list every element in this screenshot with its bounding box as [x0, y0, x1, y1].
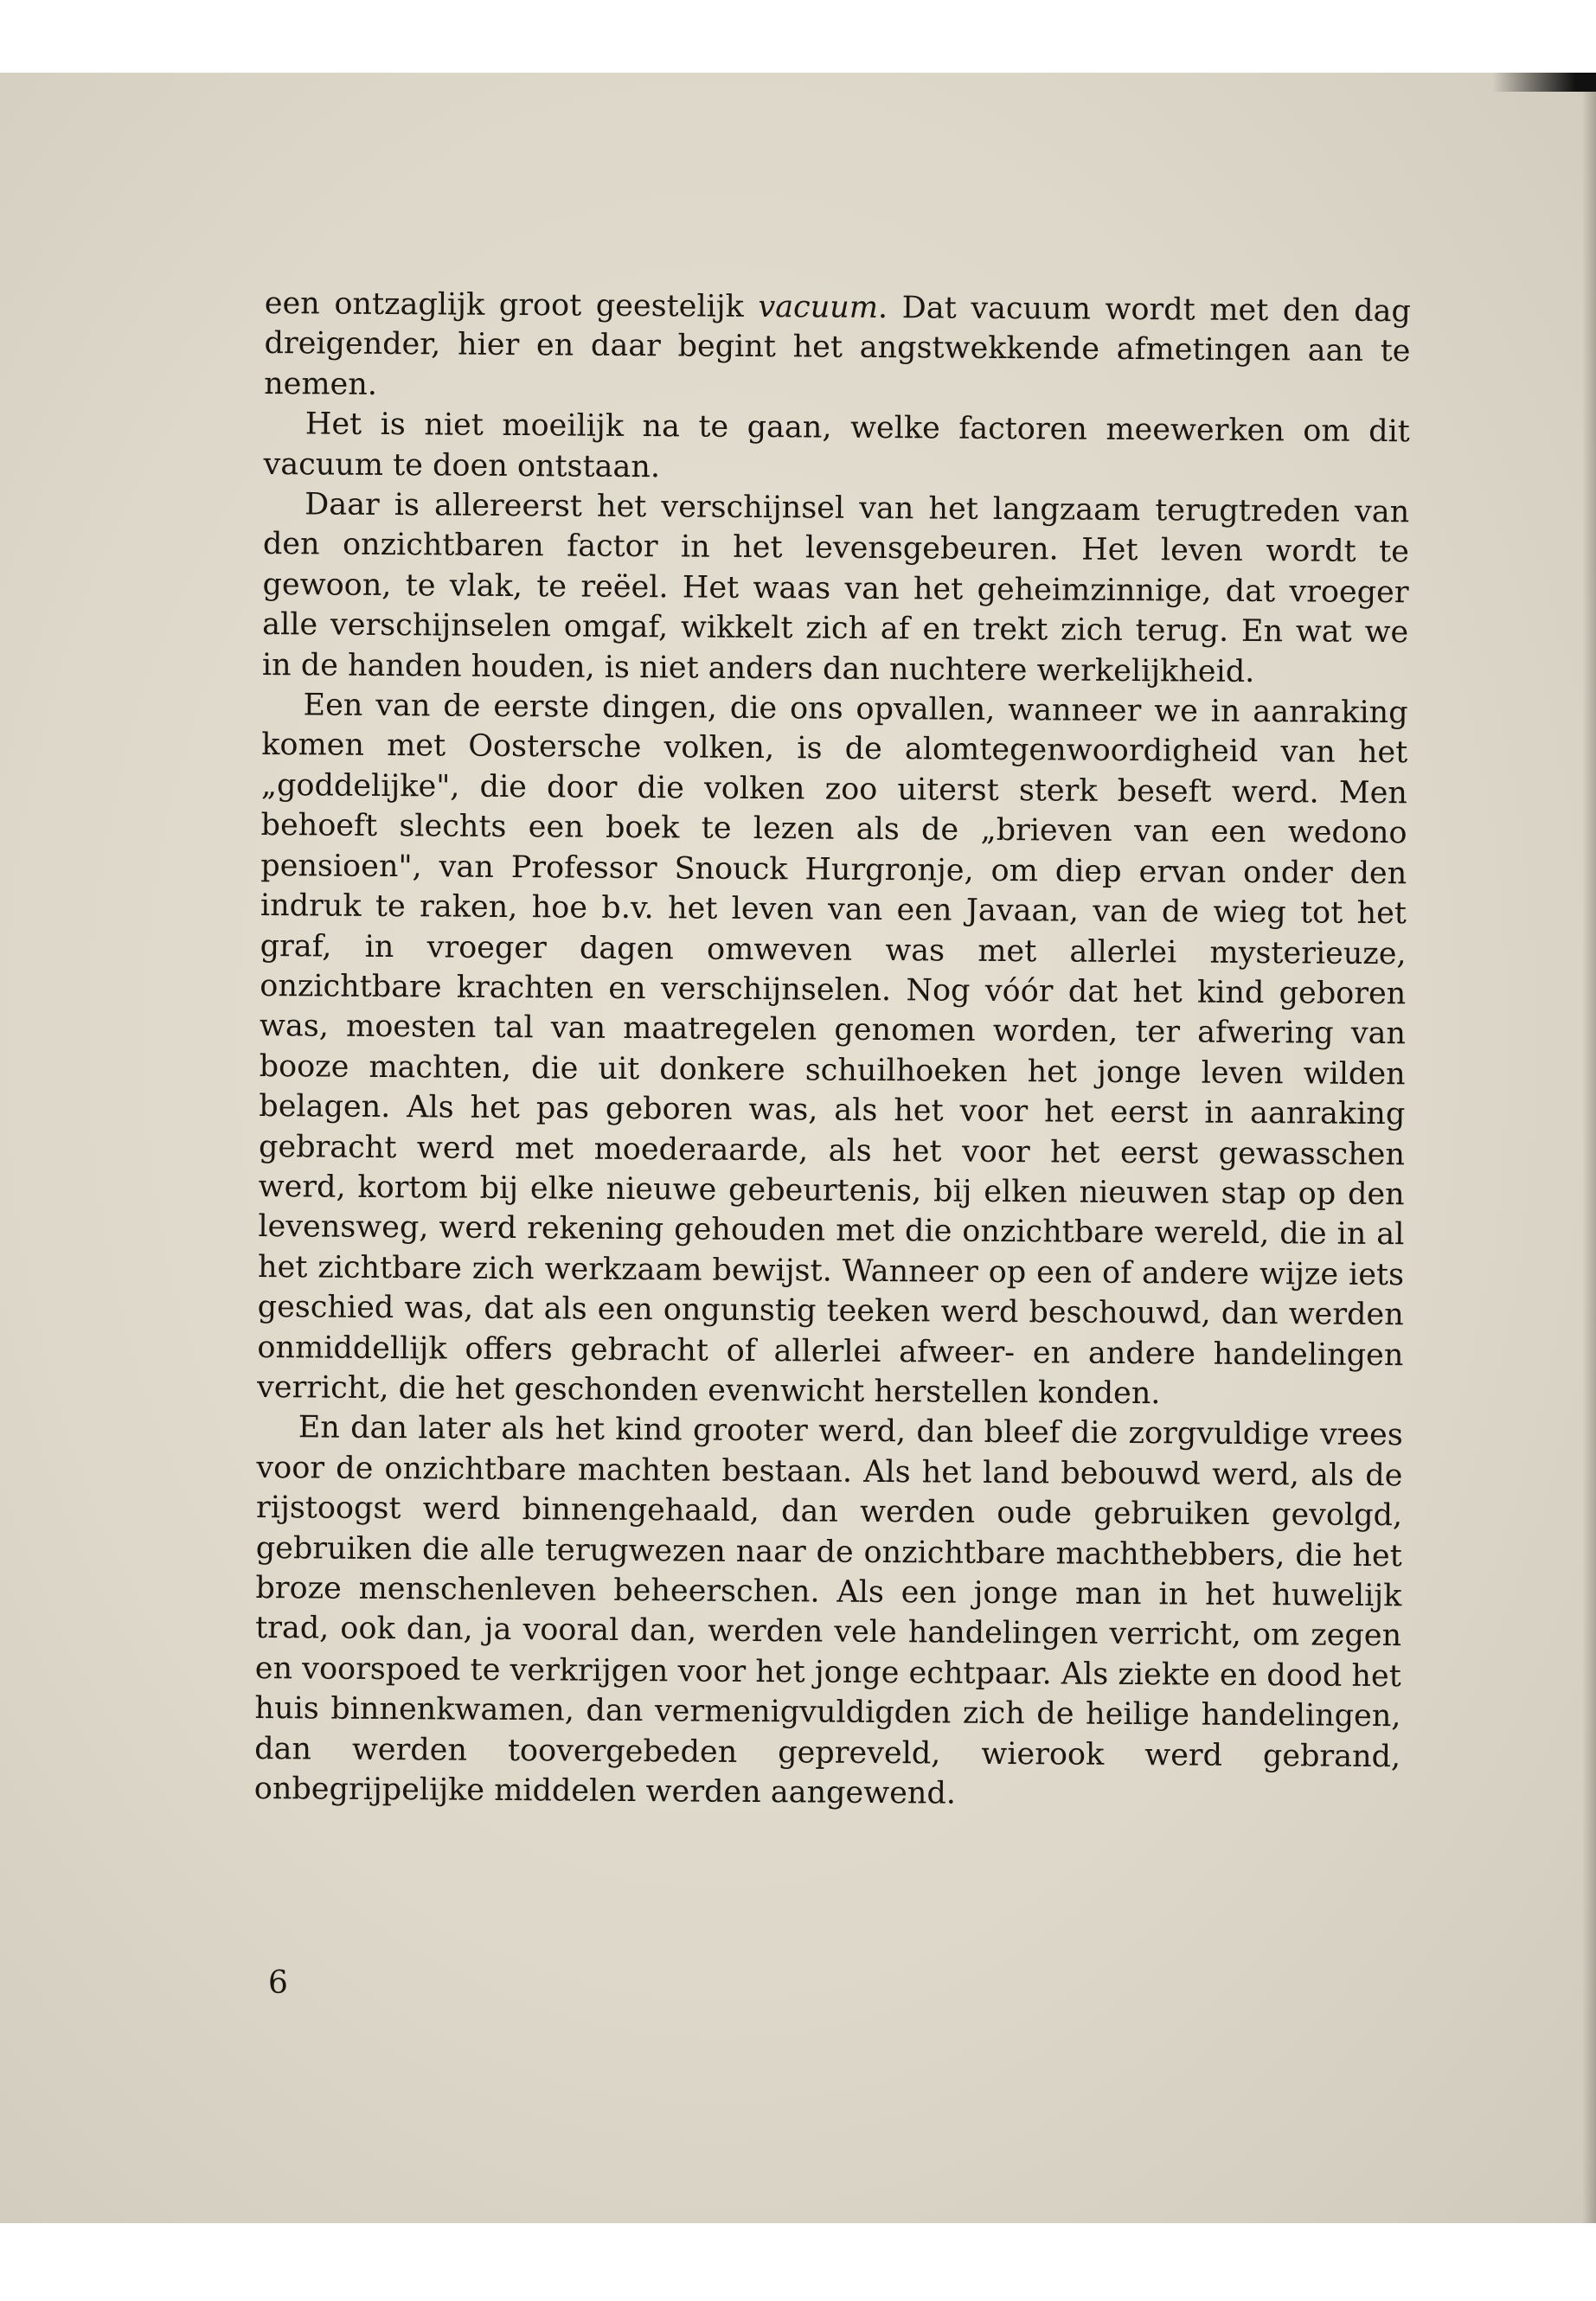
paragraph-3: Daar is allereerst het verschijnsel van het langzaam terugtreden van den onzichtbaren factor in het levensgebeuren. Het leven wordt te gewoon, te vlak, te reëel. Het waas van het geheimzinnige, dat vroeger alle verschijnselen omgaf, wikkelt zich af en trekt zich terug. En wat we in de handen houden, is niet anders dan nuchtere werkelijkheid.: [261, 487, 1410, 689]
paragraph-4: Een van de eerste dingen, die ons opvallen, wanneer we in aanraking komen met Oostersche volken, is de alomtegenwoordigheid van het „goddelijke", die door die volken zoo uiterst sterk beseft werd. Men behoeft slechts een boek te lezen als de „brieven van een wedono pensioen", van Professor Snouck Hurgronje, om diep ervan onder den indruk te raken, hoe b.v. het leven van een Javaan, van de wieg tot het graf, in vroeger dagen omweven was met allerlei mysterieuze, onzichtbare krachten en verschijnselen. Nog vóór dat het kind geboren was, moesten tal van maatregelen genomen worden, ter afwering van booze machten, die uit donkere schuilhoeken het jonge leven wilden belagen. Als het pas geboren was, als het voor het eerst in aanraking gebracht werd met moederaarde, als het voor het eerst gewasschen werd, kortom bij elke nieuwe gebeurtenis, bij elken nieuwen stap op den levensweg, werd rekening gehouden met die onzichtbare wereld, die in al het zichtbare zich werkzaam bewijst. Wanneer op een of andere wijze iets geschied was, dat als een ongunstig teeken werd beschouwd, dan werden onmiddellijk offers gebracht of allerlei afweer- en andere handelingen verricht, die het geschonden evenwicht herstellen konden.: [256, 688, 1408, 1412]
page-edge-shadow: [1582, 73, 1596, 2223]
body-text: [254, 284, 1411, 1817]
paragraph-1-rest: . Dat vacuum wordt met den dag dreigender, hier en daar begint het angstwekkende afmetingen aan te nemen.: [264, 290, 1411, 402]
paragraph-1-start: een ontzaglijk groot geestelijk: [264, 285, 759, 324]
paragraph-2: Het is niet moeilijk na te gaan, welke factoren meewerken om dit vacuum te doen ontstaan.: [263, 407, 1410, 484]
paragraph-5: En dan later als het kind grooter werd, dan bleef die zorgvuldige vrees voor de onzichtbare machten bestaan. Als het land bebouwd werd, als de rijstoogst werd binnengehaald, dan werden oude gebruiken gevolgd, gebruiken die alle terugwezen naar de onzichtbare machthebbers, die het broze menschenleven beheerschen. Als een jonge man in het huwelijk trad, ook dan, ja vooral dan, werden vele handelingen verricht, om zegen en voorspoed te verkrijgen voor het jonge echtpaar. Als ziekte en dood het huis binnenkwamen, dan vermenigvuldigden zich de heilige handelingen, dan werden toovergebeden gepreveld, wierook werd gebrand, onbegrijpelijke middelen werden aangewend.: [253, 1410, 1403, 1811]
emphasis-vacuum: vacuum: [758, 289, 879, 325]
page-number: 6: [268, 1965, 288, 2001]
page-corner-shadow: [1492, 73, 1596, 92]
paragraph-1: [264, 284, 1411, 412]
